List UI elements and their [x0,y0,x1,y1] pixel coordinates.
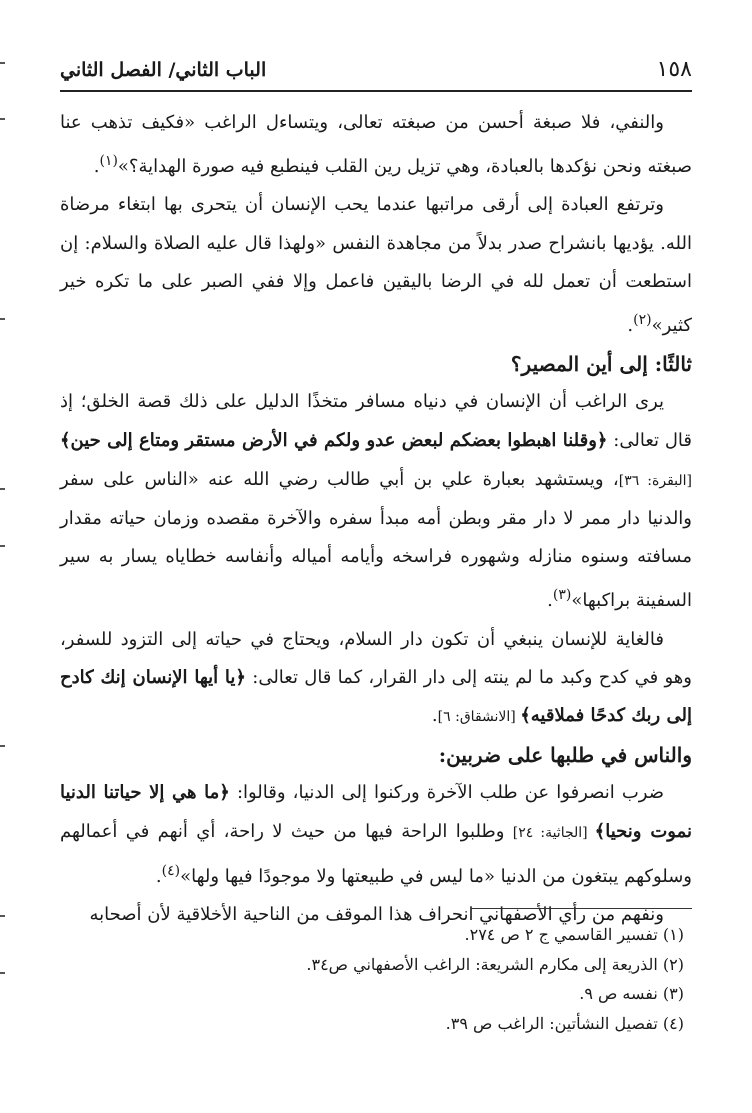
scan-mark [0,318,5,320]
paragraph: ضرب انصرفوا عن طلب الآخرة وركنوا إلى الدنيا، وقالوا: ﴿ما هي إلا حياتنا الدنيا نموت ونحيا﴾ [الجاثية: ٢٤] وطلبوا الراحة فيها من حيث لا راحة، أي أنهم في أعمالهم وسلوكهم يبتغون من الدنيا «ما ليس في طبيعتها ولا موجودًا فيها ولها»$^{(٤)}$. [60,782,692,887]
footnote-rule [472,908,692,909]
paragraph: وترتفع العبادة إلى أرقى مراتبها عندما يحب الإنسان أن يتحرى بها ابتغاء مرضاة الله. يؤديها بانشراح صدر بدلاً من مجاهدة النفس «ولهذا قال عليه الصلاة والسلام: إن استطعت أن تعمل لله في الرضا باليقين فاعمل وإلا ففي الصبر على ما تكره خير كثير»$^{(٢)}$. [60,194,692,337]
paragraph: ونفهم من رأي الأصفهاني انحراف هذا الموقف من الناحية الأخلاقية لأن أصحابه [89,904,664,926]
verse-citation: [الانشقاق: ٦] [437,709,521,726]
footnote: (٤) تفصيل النشأتين: الراغب ص ٣٩. [445,1013,684,1033]
verse-citation: [البقرة: ٣٦] [618,472,693,489]
footnote-ref: (٤) [161,862,181,879]
footnote-ref: (١) [99,153,118,170]
quran-verse: ﴿وقلنا اهبطوا بعضكم لبعض عدو ولكم في الأرض مستقر ومتاع إلى حين﴾ [60,429,608,451]
scan-mark [0,915,5,917]
scan-mark [0,545,5,547]
section-heading: والناس في طلبها على ضربين: [438,743,692,768]
paragraph: فالغاية للإنسان ينبغي أن تكون دار السلام، ويحتاج في حياته إلى التزود للسفر، وهو في كدح وكبد ما لم ينته إلى دار القرار، كما قال تعالى: ﴿يا أيها الإنسان إنك كادح إلى ربك كدحًا فملاقيه﴾ [الانشقاق: ٦]. [60,628,692,727]
scan-mark [0,972,5,974]
footnote: (٣) نفسه ص ٩. [579,984,684,1003]
main-text [60,104,692,934]
paragraph: يرى الراغب أن الإنسان في دنياه مسافر متخذًا الدليل على ذلك قصة الخلق؛ إذ قال تعالى: ﴿وقلنا اهبطوا بعضكم لبعض عدو ولكم في الأرض مستقر ومتاع إلى حين﴾ [البقرة: ٣٦]، ويستشهد بعبارة علي بن أبي طالب رضي الله عنه «الناس على سفر والدنيا دار ممر لا دار مقر وبطن أمه مبدأ سفره والآخرة مقصده وزمان حياته مقدار مسافته وسنوه منازله وشهوره فراسخه وأيامه أمياله وأنفاسه خطاياه يسار به سير السفينة براكبها»$^{(٣)}$. [60,391,693,612]
header-rule [60,90,692,92]
section-heading: ثالثًا: إلى أين المصير؟ [510,352,692,377]
footnotes [60,920,692,1038]
page-number: ١٥٨ [656,57,692,82]
quran-verse: ﴿ما هي إلا حياتنا الدنيا نموت ونحيا﴾ [60,782,692,842]
scan-mark [0,62,5,64]
paragraph: والنفي، فلا صبغة أحسن من صبغته تعالى، ويتساءل الراغب «فكيف تذهب عنا صبغته ونحن نؤكدها بالعبادة، وهي تزيل رين القلب فينطبع فيه صورة الهداية؟»$^{(١)}$. [60,112,692,178]
footnote: (١) تفسير القاسمي ج ٢ ص ٢٧٤. [464,925,684,944]
verse-citation: [الجاثية: ٢٤] [512,824,595,841]
footnote: (٢) الذريعة إلى مكارم الشريعة: الراغب الأصفهاني ص٣٤. [306,954,684,974]
footnote-ref: (٢) [633,312,652,329]
scan-mark [0,118,5,120]
chapter-title: الباب الثاني/ الفصل الثاني [60,59,267,81]
quran-verse: ﴿يا أيها الإنسان إنك كادح إلى ربك كدحًا فملاقيه﴾ [60,666,692,727]
running-header [60,55,692,89]
scan-mark [0,745,5,747]
scan-mark [0,488,5,490]
footnote-ref: (٣) [552,587,572,604]
